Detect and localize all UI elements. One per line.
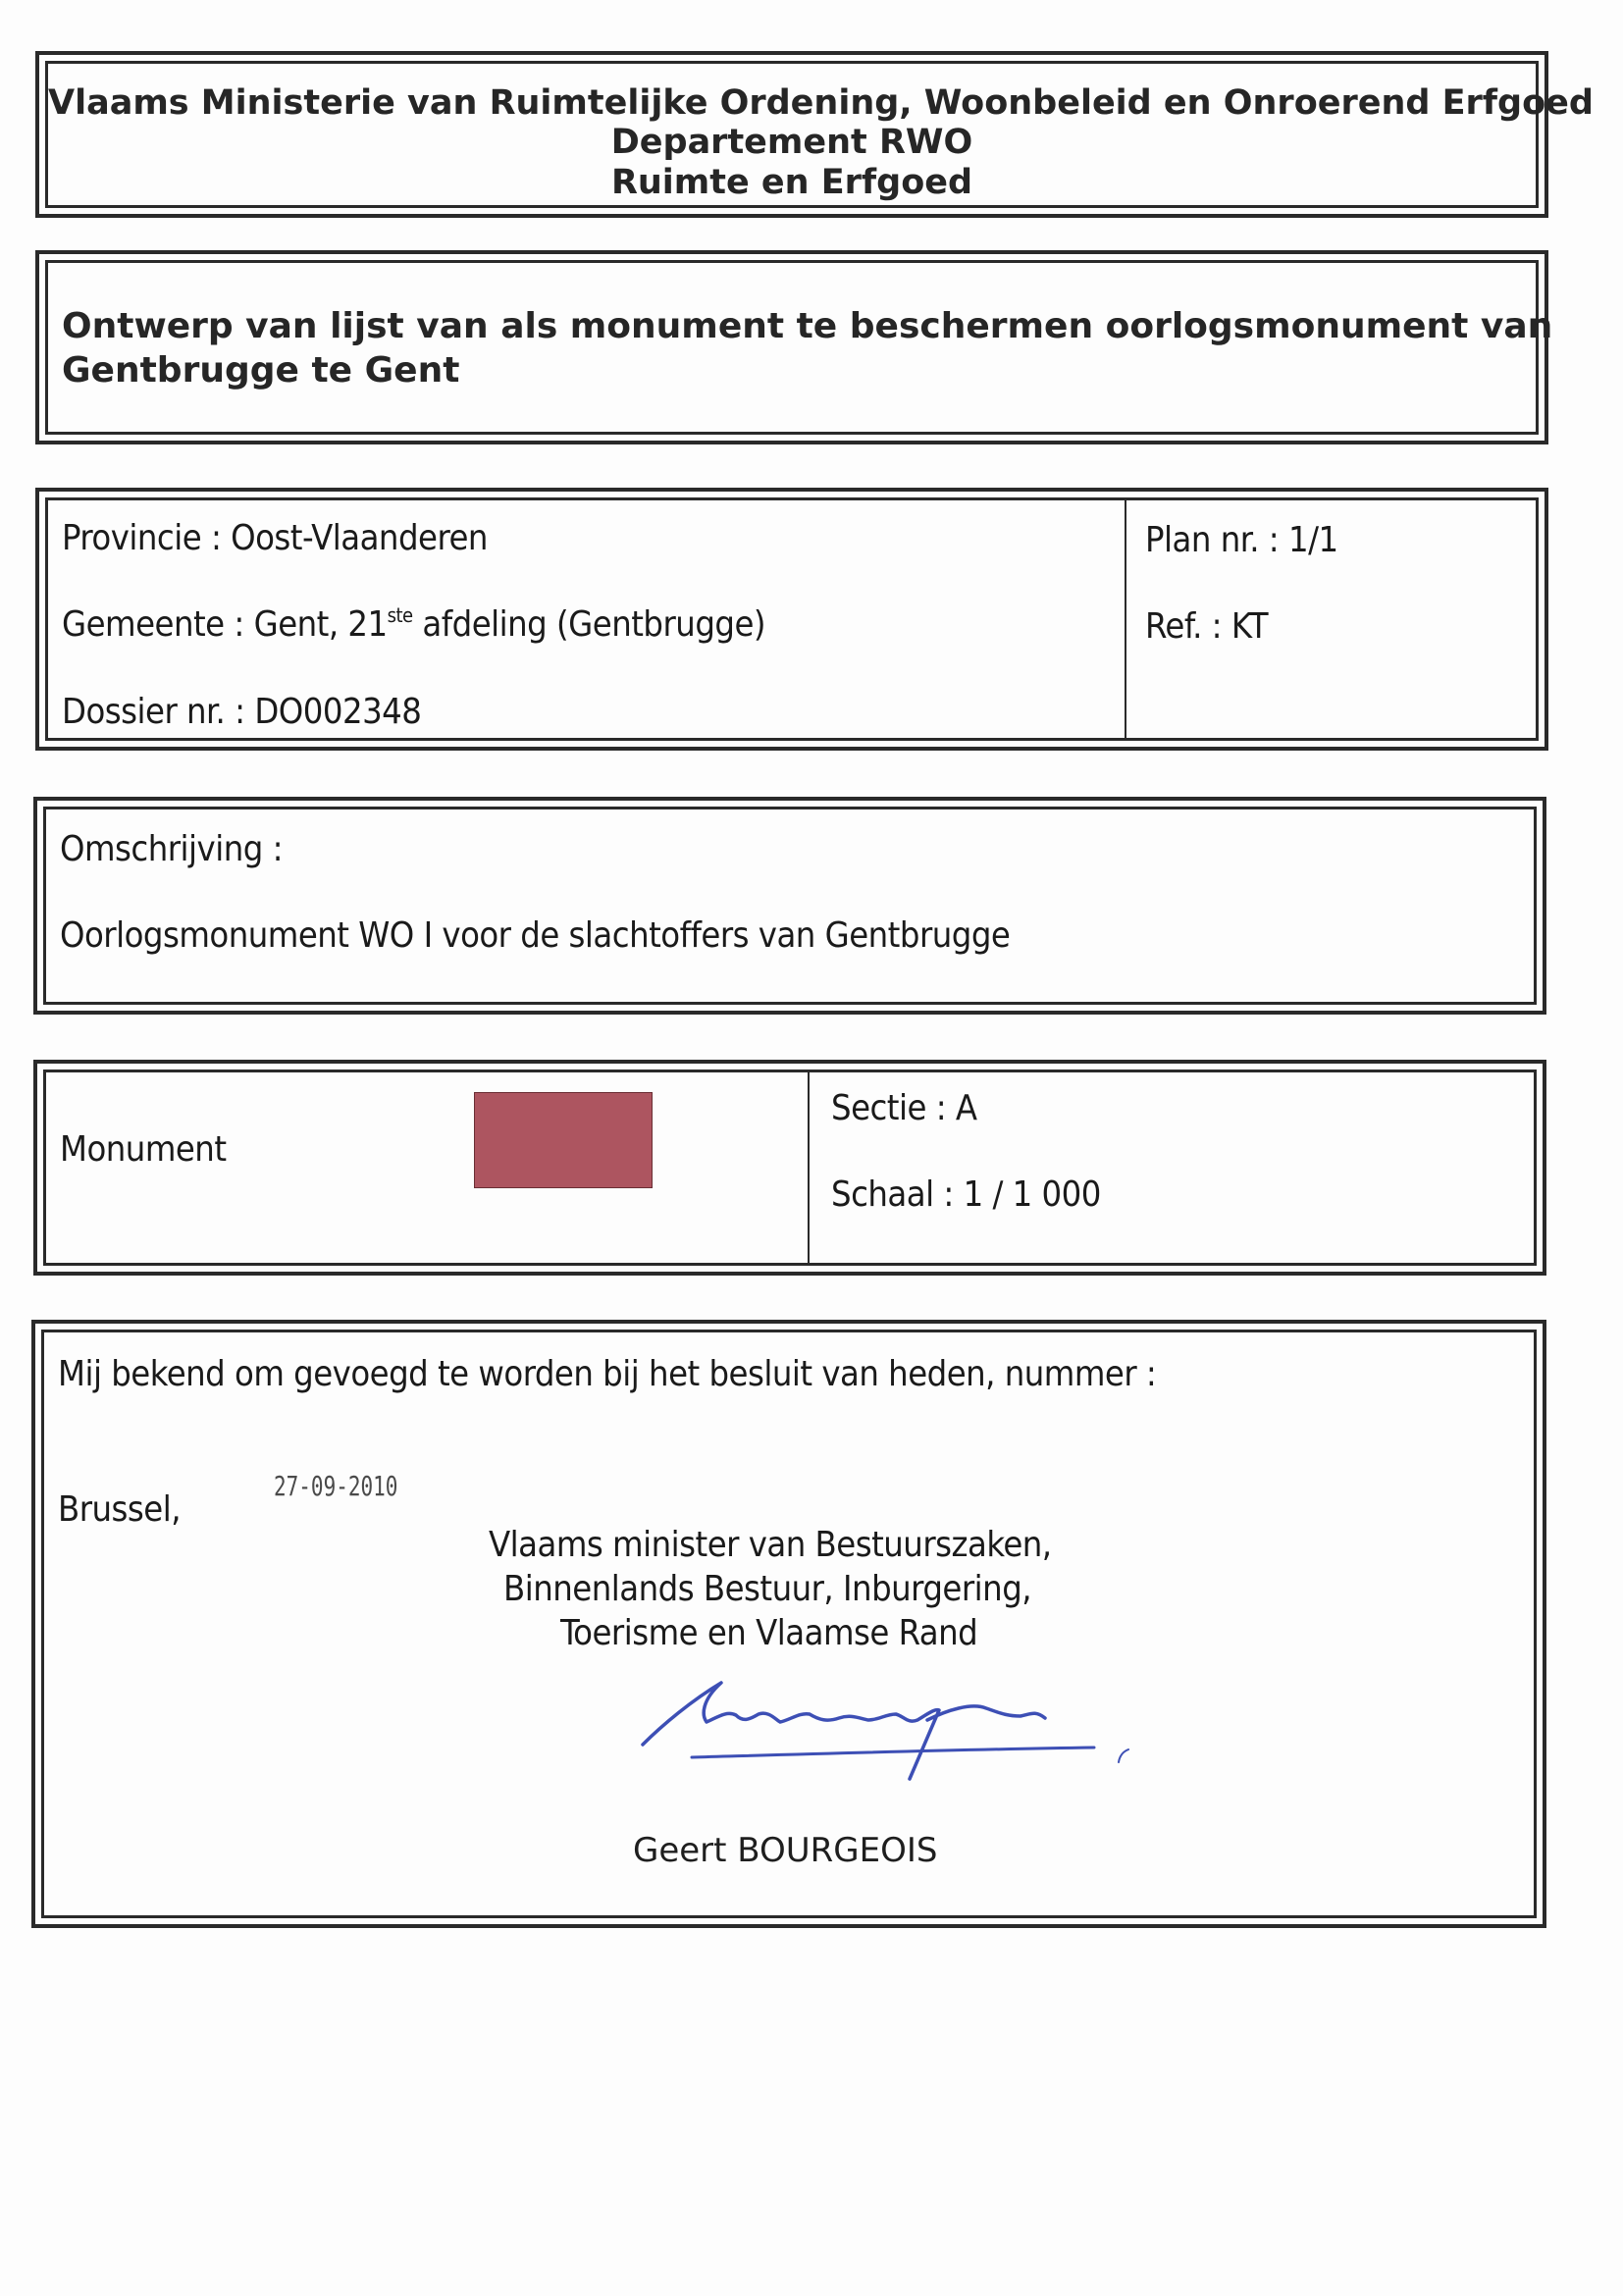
description-inner-border xyxy=(43,807,1537,1005)
approval-place: Brussel, xyxy=(58,1489,182,1530)
document-title-line2: Gentbrugge te Gent xyxy=(62,350,460,391)
division-name: Ruimte en Erfgoed xyxy=(610,163,973,202)
minister-title-line3: Toerisme en Vlaamse Rand xyxy=(560,1613,978,1653)
legend-label-monument: Monument xyxy=(60,1129,227,1170)
minister-title-line1: Vlaams minister van Bestuurszaken, xyxy=(489,1525,1052,1565)
ministry-header-inner-border xyxy=(45,61,1594,208)
monument-color-swatch xyxy=(474,1092,653,1188)
handwritten-signature xyxy=(633,1671,1143,1789)
legend-box xyxy=(33,1060,1546,1276)
schaal-field: Schaal : 1 / 1 000 xyxy=(831,1174,1101,1215)
approval-box xyxy=(31,1320,1546,1928)
signature-stroke xyxy=(643,1683,1045,1779)
signature-underline xyxy=(692,1748,1094,1757)
signatory-name: Geert BOURGEOIS xyxy=(633,1831,938,1870)
sectie-field: Sectie : A xyxy=(831,1088,977,1128)
ministry-name: Vlaams Ministerie van Ruimtelijke Ordening, Woonbeleid en Onroerend Erfgoed xyxy=(48,83,1594,123)
location-info-box xyxy=(35,488,1548,751)
department-name: Departement RWO xyxy=(610,123,973,162)
document-title-line1: Ontwerp van lijst van als monument te beschermen oorlogsmonument van xyxy=(62,306,1553,346)
minister-title-line2: Binnenlands Bestuur, Inburgering, xyxy=(503,1569,1032,1609)
legend-column-divider xyxy=(808,1072,810,1263)
approval-statement: Mij bekend om gevoegd te worden bij het besluit van heden, nummer : xyxy=(58,1354,1157,1394)
location-info-inner-border xyxy=(45,497,1539,741)
description-text: Oorlogsmonument WO I voor de slachtoffers van Gentbrugge xyxy=(60,915,1011,956)
description-label: Omschrijving : xyxy=(60,829,284,869)
provincie-field: Provincie : Oost-Vlaanderen xyxy=(62,518,488,558)
dossier-field: Dossier nr. : DO002348 xyxy=(62,692,422,732)
legend-inner-border xyxy=(43,1070,1537,1266)
info-column-divider xyxy=(1125,500,1126,738)
gemeente-field xyxy=(62,604,765,645)
title-box xyxy=(35,250,1553,444)
title-inner-border xyxy=(45,260,1553,435)
description-box xyxy=(33,797,1546,1015)
gemeente-prefix: Gemeente : Gent, 21 xyxy=(62,604,388,645)
signature-tick xyxy=(1119,1749,1128,1762)
gemeente-suffix: afdeling (Gentbrugge) xyxy=(412,604,766,645)
approval-date-stamp: 27-09-2010 xyxy=(274,1470,398,1502)
plan-number-field: Plan nr. : 1/1 xyxy=(1145,520,1338,560)
gemeente-ordinal-suffix: ste xyxy=(387,603,413,627)
ministry-header-box xyxy=(35,51,1594,218)
approval-inner-border xyxy=(41,1330,1537,1918)
reference-field: Ref. : KT xyxy=(1145,606,1269,647)
